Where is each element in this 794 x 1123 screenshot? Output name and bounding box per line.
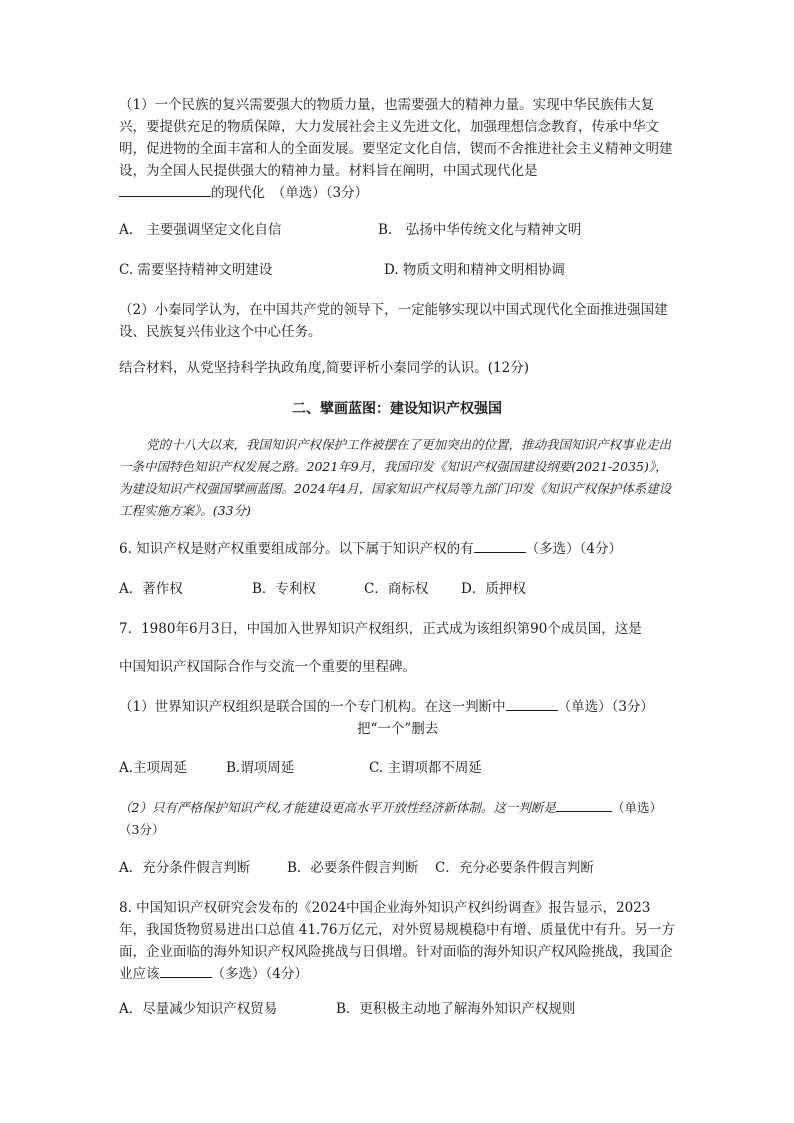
section-intro: 党的十八大以来，我国知识产权保护工作被摆在了更加突出的位置，推动我国知识产权事业走出一条中国特色知识产权发展之路。2021年9月，我国印发《知识产权强国建设纲要(2021-2035)》，为建设知识产权强国擘画蓝图。2024年4月，国家知识产权局等九部门印发《知识产权保护体系建设工程实施方案》。(33分) bbox=[119, 437, 672, 518]
answer-blank[interactable] bbox=[160, 963, 212, 978]
q7-2-stem bbox=[119, 797, 675, 841]
q7-2-tail: （单选）（3分） bbox=[119, 800, 662, 837]
q5-2-prompt: 结合材料，从党坚持科学执政角度,简要评析小秦同学的认识。(12分) bbox=[119, 360, 530, 376]
q5-1-option-b[interactable]: B. 弘扬中华传统文化与精神文明 bbox=[378, 222, 582, 238]
q5-2-stem: （2）小秦同学认为，在中国共产党的领导下，一定能够实现以中国式现代化全面推进强国建设、民族复兴伟业这个中心任务。 bbox=[119, 302, 668, 340]
q6-option-b[interactable]: B．专利权 bbox=[252, 581, 316, 597]
q8-option-b[interactable]: B．更积极主动地了解海外知识产权规则 bbox=[336, 1001, 576, 1017]
annotation-note: 把“一个”删去 bbox=[357, 721, 439, 737]
q5-1-text: （1）一个民族的复兴需要强大的物质力量，也需要强大的精神力量。实现中华民族伟大复兴，要提供充足的物质保障，大力发展社会主义先进文化，加强理想信念教育，传承中华文明，促进物的全面丰富和人的全面发展。要坚定文化自信，锲而不舍推进社会主义精神文明建设，为全国人民提供强大的精神力量。材料旨在阐明，中国式现代化是 bbox=[119, 97, 673, 179]
q5-1-tail: 的现代化 （单选）（3分） bbox=[211, 185, 369, 201]
q5-1-option-c[interactable]: C. 需要坚持精神文明建设 bbox=[119, 262, 273, 278]
q6-option-a[interactable]: A．著作权 bbox=[119, 581, 183, 597]
q7-2-option-c[interactable]: C．充分必要条件假言判断 bbox=[435, 860, 594, 876]
section-heading: 二、擘画蓝图：建设知识产权强国 bbox=[292, 401, 502, 417]
q6-text: 6. 知识产权是财产权重要组成部分。以下属于知识产权的有 bbox=[119, 541, 474, 557]
q5-1-option-a[interactable]: A. 主要强调坚定文化自信 bbox=[119, 222, 282, 238]
q8-text: 8. 中国知识产权研究会发布的《2024中国企业海外知识产权纠纷调查》报告显示，2023年，我国货物贸易进出口总值 41.76万亿元，对外贸易规模稳中有增、质量优中有升。另一方面，企业面临的海外知识产权风险挑战与日俱增。针对面临的海外知识产权风险挑战，我国企业应该 bbox=[119, 900, 675, 982]
q7-line1: 7．1980年6月3日，中国加入世界知识产权组织，正式成为该组织第90个成员国，这是 bbox=[119, 621, 642, 637]
q7-2-text: （2）只有严格保护知识产权,才能建设更高水平开放性经济新体制。这一判断是 bbox=[119, 800, 556, 815]
q6-option-c[interactable]: C．商标权 bbox=[364, 581, 429, 597]
q7-1-option-a[interactable]: A.主项周延 bbox=[119, 760, 188, 776]
answer-blank[interactable] bbox=[474, 538, 526, 553]
q7-1-option-c[interactable]: C. 主谓项都不周延 bbox=[369, 760, 482, 776]
q5-1-option-d[interactable]: D. 物质文明和精神文明相协调 bbox=[384, 262, 565, 278]
answer-blank[interactable] bbox=[506, 696, 558, 711]
q7-line2: 中国知识产权国际合作与交流一个重要的里程碑。 bbox=[119, 659, 416, 675]
q8-tail: （多选）（4分） bbox=[211, 966, 308, 982]
q7-1-option-b[interactable]: B.谓项周延 bbox=[226, 760, 295, 776]
q6-option-d[interactable]: D．质押权 bbox=[461, 581, 526, 597]
q7-2-option-a[interactable]: A．充分条件假言判断 bbox=[119, 860, 251, 876]
q8-option-a[interactable]: A．尽量减少知识产权贸易 bbox=[119, 1001, 278, 1017]
q7-1-text: （1）世界知识产权组织是联合国的一个专门机构。在这一判断中 bbox=[119, 699, 506, 715]
q7-1-tail: （单选）（3分） bbox=[557, 699, 654, 715]
answer-blank[interactable] bbox=[556, 797, 612, 812]
q6-tail: （多选）（4分） bbox=[525, 541, 623, 557]
q5-1-stem bbox=[119, 94, 675, 204]
answer-blank[interactable] bbox=[119, 182, 211, 197]
q6-stem bbox=[119, 538, 675, 560]
q8-stem bbox=[119, 897, 675, 985]
q7-2-option-b[interactable]: B．必要条件假言判断 bbox=[287, 860, 419, 876]
q7-1-stem bbox=[119, 696, 675, 718]
